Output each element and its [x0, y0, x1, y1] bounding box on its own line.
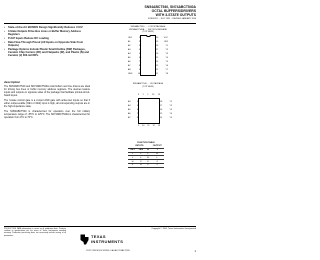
column-header: OE2 [138, 149, 144, 152]
feature-item: ▪ Package Options Include Plastic Small-Outline (DW) Packages, Ceramic Chip Carriers (FK) and Flatpacks (W), and Plastic (N) and Ceramic (J) 300-mil DIPs [4, 48, 92, 58]
table-cell: H [137, 163, 145, 167]
pin-label: Y8 [165, 72, 168, 75]
dip-caption-2: SN74ABCT540A . . . DW OR N PACKAGE [129, 28, 167, 31]
column-header: OE1 [130, 149, 135, 152]
table-cell: L [137, 156, 145, 160]
output-group-header: OUTPUT [152, 145, 162, 148]
pin-label: Y1 [169, 100, 172, 103]
pin-row [128, 116, 138, 120]
pin-number: 2 [138, 40, 140, 43]
pin-label: GND [128, 72, 133, 75]
pin-number: 12 [152, 125, 155, 127]
doc-reference: SCBS070C – JULY 1991 – REVISED JANUARY 1996 [148, 17, 196, 20]
table-cell: L [151, 156, 164, 160]
pin-number: 18 [160, 100, 163, 103]
pin-label: Y3 [165, 52, 168, 55]
pin-label: A8 [128, 68, 131, 71]
pin-number: 20 [151, 94, 155, 96]
pin-label: A7 [128, 116, 131, 119]
function-table-section [116, 142, 176, 168]
table-cell: L [128, 156, 136, 160]
pin-row [160, 116, 172, 120]
brand-line-1: TEXAS [91, 234, 106, 239]
title-line-2: WITH 3-STATE OUTPUTS [155, 13, 196, 17]
part-numbers: SN54ABCT540, SN74ABCT540A [144, 5, 196, 9]
pin-number: 15 [156, 56, 159, 59]
description-title: description [4, 80, 21, 84]
fk-caption-1: SN54ABCT540 . . . FK PACKAGE [132, 83, 164, 85]
feature-item: ▪ 3-State Outputs Drive Bus Lines or Buffer Memory Address Registers [4, 30, 92, 36]
pin-number: 3 [138, 44, 140, 47]
pin-label: A3 [128, 48, 131, 51]
pin-number: 9 [138, 68, 140, 71]
pin-row [156, 72, 168, 76]
pin-number: 5 [136, 104, 138, 107]
pin-label: A3 [128, 100, 131, 103]
pin-label: A1 [128, 40, 131, 43]
table-cell: H [151, 152, 164, 156]
pin-number: 14 [160, 116, 163, 119]
brand-line-2: INSTRUMENTS [91, 239, 124, 244]
pin-label: A6 [128, 60, 131, 63]
fk-package-diagram [128, 92, 172, 134]
pin-label: OE2 [163, 40, 168, 43]
table-cell: H [128, 160, 136, 164]
pin-number: 17 [156, 48, 159, 51]
pin-number: 7 [136, 112, 138, 115]
fk-right-pins [160, 100, 172, 120]
dip-caption-1: SN54ABCT540 . . . J OR W PACKAGE [130, 26, 166, 28]
table-cell: Z [151, 160, 164, 164]
pin-label: Y5 [169, 116, 172, 119]
pin-number: 15 [160, 112, 163, 115]
header-rule [4, 23, 196, 24]
pin-number: 9 [138, 125, 140, 127]
pin-number: 11 [156, 72, 159, 75]
pin-number: 16 [156, 52, 159, 55]
copyright: Copyright © 1996, Texas Instruments Incorporated [151, 228, 196, 230]
pin-label: Y4 [165, 56, 168, 59]
table-cell: L [145, 152, 151, 156]
pin-number: 10 [137, 72, 140, 75]
feature-item: ▪ State-of-the-Art BiCMOS Design Significantly Reduces I CCZ [4, 26, 92, 29]
feature-item: ▪ P-N-P Inputs Reduce DC Loading [4, 37, 92, 40]
pin-number: 19 [156, 40, 159, 43]
function-table-title: FUNCTION TABLE [137, 142, 155, 144]
table-cell: L [137, 152, 145, 156]
dip-package-body [137, 35, 159, 76]
pin-label: Y6 [165, 64, 168, 67]
description-paragraph: The SN54ABCT540 is characterized for operation over the full military temperature range of –55°C to 125°C. The SN74ABCT540A is characterized for operation from 0°C to 70°C. [4, 110, 90, 119]
pin-row [128, 72, 140, 76]
pin-label: Y3 [169, 108, 172, 111]
table-cell: L [128, 152, 136, 156]
pin-label: Y5 [165, 60, 168, 63]
table-cell: X [145, 160, 151, 164]
description-section [4, 80, 90, 119]
pin-number: 3 [138, 94, 140, 96]
fk-package-caption [100, 83, 196, 88]
pin-label: A4 [128, 52, 131, 55]
feature-list-box [4, 26, 92, 58]
header [90, 5, 196, 20]
dip-package-diagram [128, 35, 168, 77]
pin-number: 4 [136, 100, 138, 103]
description-paragraph: The 3-state control gate is a 2-input AND gate with active-low inputs so that if either output-enable (OE1 or OE2) input is high, all corresponding outputs are in the high-impedance state. [4, 99, 90, 108]
fk-top-pins [138, 94, 160, 97]
pin-label: A7 [128, 64, 131, 67]
title-line-1: OCTAL BUFFERS/DRIVERS [151, 9, 196, 13]
pin-number: 11 [147, 125, 150, 127]
pin-label: Y2 [165, 48, 168, 51]
table-cell: X [137, 160, 145, 164]
description-paragraph: The SN54ABCT540 and SN74ABCT540A octal buffers and line drivers are ideal for driving bus lines or buffer memory address registers. The devices feature inputs and outputs on opposite sides of the package that facilitate printed-circuit-board layout. [4, 85, 90, 97]
ti-address: POST OFFICE BOX 655303 • DALLAS, TEXAS 75265 [86, 250, 130, 252]
pin-number: 4 [138, 48, 140, 51]
table-cell: Z [151, 163, 164, 167]
pin-label: A5 [128, 56, 131, 59]
pin-number: 6 [138, 56, 140, 59]
page-number: 1 [194, 250, 196, 253]
pin-number: 1 [147, 94, 149, 96]
pin-number: 10 [142, 125, 145, 127]
pin-label: A4 [128, 104, 131, 107]
column-header: A [147, 149, 149, 152]
pin-number: 8 [138, 64, 140, 67]
pin-number: 19 [157, 94, 160, 96]
pin-label: A2 [128, 44, 131, 47]
pin-number: 13 [156, 64, 159, 67]
fk-caption-2: (TOP VIEW) [142, 85, 154, 88]
pin-label: Y7 [165, 68, 168, 71]
pin-label: OE1 [128, 36, 133, 39]
dip-caption-3: (TOP VIEW) [142, 31, 154, 33]
inputs-group-header: INPUTS [128, 145, 150, 148]
pin-number: 16 [160, 108, 163, 111]
column-header: Y [151, 148, 164, 152]
pin-number: 20 [156, 36, 159, 39]
pin-number: 7 [138, 60, 140, 63]
table-row [128, 163, 163, 167]
pin-label: Y4 [169, 112, 172, 115]
dip-right-pins [156, 36, 168, 76]
pin-number: 18 [156, 44, 159, 47]
pin-number: 13 [157, 125, 160, 127]
pin-label: A6 [128, 112, 131, 115]
production-data-notice: PRODUCTION DATA information is current as of publication date. Products conform to specifications per the terms of Texas Instruments standard warranty. Production processing does not necessarily include testing of all parameters. [4, 228, 66, 237]
ti-logo [80, 233, 136, 247]
pin-number: 17 [160, 104, 163, 107]
table-cell: X [145, 163, 151, 167]
ti-state-icon [80, 234, 89, 245]
pin-number: 1 [138, 36, 140, 39]
pin-label: Y1 [165, 44, 168, 47]
pin-label: Y2 [169, 104, 172, 107]
pin-label: A5 [128, 108, 131, 111]
pin-number: 14 [156, 60, 159, 63]
pin-number: 2 [142, 94, 144, 96]
footer-rule [4, 226, 196, 227]
dip-package-caption [100, 26, 196, 34]
feature-item: ▪ Data Flow-Through Pinout (All Inputs on Opposite Side From Outputs) [4, 41, 92, 47]
dip-left-pins [128, 36, 140, 76]
pin-label: VCC [163, 36, 168, 39]
fk-left-pins [128, 100, 138, 120]
pin-number: 5 [138, 52, 140, 55]
dip-notch [146, 35, 151, 38]
fk-package-body [138, 98, 163, 124]
feature-list [4, 26, 92, 57]
pin-number: 6 [136, 108, 138, 111]
table-cell: H [147, 156, 149, 159]
table-cell: X [128, 163, 136, 167]
function-table [128, 145, 163, 168]
pin-number: 12 [156, 68, 159, 71]
pin-number: 8 [136, 116, 138, 119]
fk-bottom-pins [138, 125, 160, 128]
